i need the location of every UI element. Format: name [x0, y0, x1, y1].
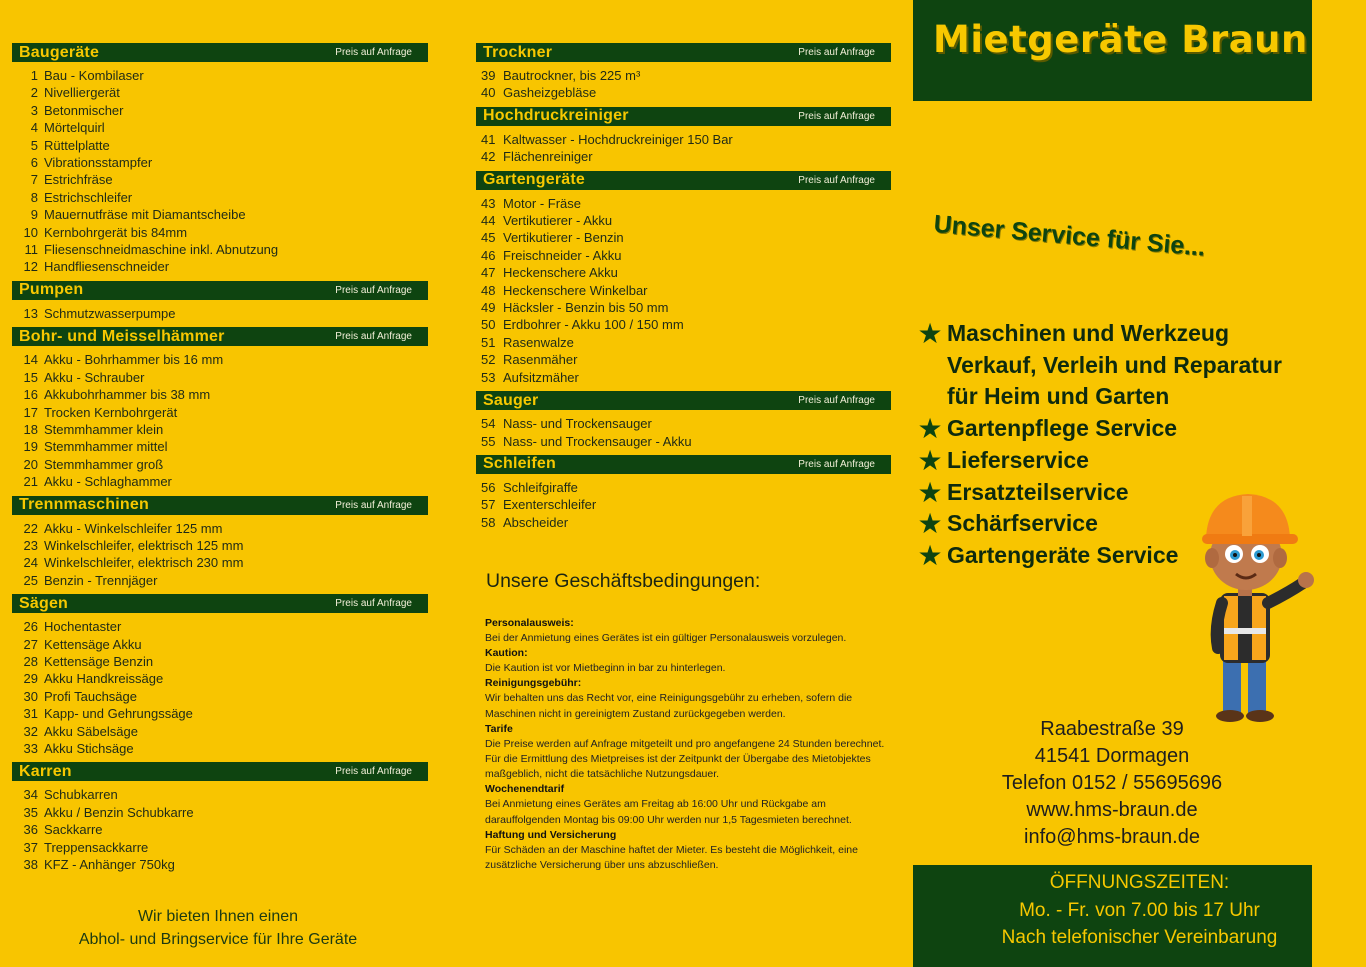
equipment-item	[476, 316, 891, 333]
equipment-item	[12, 404, 428, 421]
price-on-request-label: Preis auf Anfrage	[335, 47, 412, 58]
item-label: Profi Tauchsäge	[44, 688, 137, 704]
item-label: Akku / Benzin Schubkarre	[44, 804, 194, 820]
item-label: Winkelschleifer, elektrisch 230 mm	[44, 555, 244, 571]
item-number: 24	[23, 555, 38, 571]
item-number: 36	[23, 822, 38, 838]
equipment-list	[476, 192, 891, 391]
equipment-item	[12, 258, 428, 275]
term-title: Haftung und Versicherung	[485, 828, 617, 841]
equipment-item	[12, 554, 428, 571]
category-header	[476, 455, 891, 476]
item-number: 38	[23, 857, 38, 873]
category-header	[12, 327, 428, 348]
service-label: Maschinen und Werkzeug	[947, 320, 1230, 346]
item-label: Nass- und Trockensauger	[503, 416, 652, 432]
price-on-request-label: Preis auf Anfrage	[335, 598, 412, 610]
worker-illustration	[1178, 478, 1318, 723]
item-number: 22	[23, 520, 38, 536]
price-on-request-label: Preis auf Anfrage	[335, 499, 412, 511]
pickup-service-note	[40, 906, 396, 951]
item-number: 44	[481, 213, 496, 229]
item-number: 7	[30, 172, 38, 188]
term-text: Wir behalten uns das Recht vor, eine Reinigungsgebühr zu erheben, sofern die Maschinen nicht in gereinigtem Zustand zurückgegeben werden.	[485, 692, 853, 720]
item-label: Handfliesenschneider	[44, 259, 170, 275]
item-label: Stemmhammer klein	[44, 421, 164, 437]
category-header	[12, 43, 428, 64]
price-on-request-label: Preis auf Anfrage	[335, 331, 412, 343]
category-title: Trockner	[483, 43, 553, 61]
item-number: 53	[481, 369, 496, 385]
equipment-item	[12, 189, 428, 206]
equipment-item	[476, 229, 891, 246]
item-number: 18	[23, 421, 38, 437]
item-label: Exenterschleifer	[503, 497, 597, 513]
item-number: 50	[481, 317, 496, 333]
item-number: 33	[23, 741, 38, 756]
equipment-item	[476, 84, 891, 101]
item-label: Vertikutierer - Benzin	[503, 230, 624, 246]
price-on-request-label: Preis auf Anfrage	[798, 47, 875, 58]
item-label: Winkelschleifer, elektrisch 125 mm	[44, 537, 244, 553]
equipment-item	[12, 636, 428, 653]
equipment-list	[476, 476, 891, 536]
item-number: 3	[30, 102, 38, 118]
equipment-item	[12, 206, 428, 223]
item-label: Akku - Bohrhammer bis 16 mm	[44, 352, 224, 368]
item-number: 19	[23, 439, 38, 455]
term-text: Bei Anmietung eines Gerätes am Freitag ab 16:00 Uhr und Rückgabe am darauffolgenden Montag bis 09:00 Uhr werden nur 1,5 Tagesmieten berechnet.	[485, 798, 852, 826]
item-label: Benzin - Trennjäger	[44, 572, 158, 588]
item-number: 25	[23, 572, 38, 588]
category-header	[12, 496, 428, 517]
item-number: 6	[30, 155, 38, 171]
item-label: Fliesenschneidmaschine inkl. Abnutzung	[44, 242, 279, 258]
category-title: Sägen	[19, 594, 69, 612]
item-label: Mauernutfräse mit Diamantscheibe	[44, 207, 246, 223]
equipment-item	[476, 212, 891, 229]
item-number: 48	[481, 282, 496, 298]
item-number: 2	[30, 85, 38, 101]
equipment-item	[476, 247, 891, 264]
equipment-item	[12, 670, 428, 687]
item-label: Bau - Kombilaser	[44, 68, 144, 83]
category-title: Schleifen	[483, 455, 556, 473]
service-label: Ersatzteilservice	[947, 478, 1129, 505]
item-number: 49	[481, 300, 496, 316]
equipment-item	[476, 131, 891, 148]
item-label: Häcksler - Benzin bis 50 mm	[503, 300, 669, 316]
hours-weekdays: Mo. - Fr. von 7.00 bis 17 Uhr	[1019, 899, 1260, 921]
service-item	[913, 350, 1313, 382]
term-title: Wochenendtarif	[485, 783, 565, 796]
price-on-request-label: Preis auf Anfrage	[798, 110, 875, 122]
item-number: 23	[23, 537, 38, 553]
equipment-list	[12, 615, 428, 762]
item-number: 51	[481, 334, 496, 350]
equipment-list	[12, 517, 428, 595]
price-on-request-label: Preis auf Anfrage	[335, 766, 412, 778]
item-label: Kernbohrgerät bis 84mm	[44, 224, 188, 240]
equipment-item	[476, 67, 891, 84]
item-number: 14	[23, 352, 38, 368]
item-label: Treppensackkarre	[44, 839, 149, 855]
equipment-item	[476, 282, 891, 299]
service-item	[913, 381, 1313, 413]
item-number: 31	[23, 706, 38, 722]
item-number: 45	[481, 230, 496, 246]
item-number: 16	[23, 387, 38, 403]
service-label: Gartenpflege Service	[947, 415, 1178, 442]
item-number: 17	[23, 404, 38, 420]
term-title: Personalausweis:	[485, 617, 574, 629]
term-text: Die Kaution ist vor Mietbeginn in bar zu hinterlegen.	[485, 662, 726, 675]
item-label: Akku - Schrauber	[44, 369, 145, 385]
equipment-item	[476, 351, 891, 368]
item-number: 56	[481, 479, 496, 495]
item-number: 41	[481, 131, 496, 147]
email-link[interactable]: info@hms-braun.de	[1024, 826, 1200, 848]
term-text: Bei der Anmietung eines Gerätes ist ein gültiger Personalausweis vorzulegen.	[485, 632, 847, 644]
item-number: 46	[481, 247, 496, 263]
equipment-item	[12, 154, 428, 171]
item-number: 13	[23, 305, 38, 321]
item-number: 15	[23, 369, 38, 385]
item-number: 57	[481, 497, 496, 513]
item-label: Kettensäge Benzin	[44, 653, 154, 669]
category-header	[12, 594, 428, 615]
price-on-request-label: Preis auf Anfrage	[798, 174, 875, 186]
equipment-item	[12, 705, 428, 722]
category-title: Pumpen	[19, 281, 84, 299]
item-label: Akkubohrhammer bis 38 mm	[44, 387, 211, 403]
item-number: 9	[30, 207, 38, 223]
equipment-item	[12, 804, 428, 821]
item-label: Akku - Winkelschleifer 125 mm	[44, 520, 223, 536]
equipment-item	[12, 473, 428, 490]
item-number: 37	[23, 839, 38, 855]
equipment-item	[476, 334, 891, 351]
item-label: Bautrockner, bis 225 m³	[503, 68, 641, 83]
equipment-list	[12, 64, 428, 281]
category-title: Hochdruckreiniger	[483, 107, 629, 125]
category-title: Gartengeräte	[483, 171, 585, 189]
equipment-item	[476, 415, 891, 432]
item-label: Betonmischer	[44, 102, 124, 118]
item-label: Aufsitzmäher	[503, 369, 579, 385]
equipment-item	[12, 241, 428, 258]
equipment-item	[476, 369, 891, 386]
item-number: 12	[23, 259, 38, 275]
item-label: Stemmhammer groß	[44, 456, 164, 472]
equipment-item	[12, 67, 428, 84]
item-label: Rüttelplatte	[44, 137, 110, 153]
item-number: 8	[30, 189, 38, 205]
star-icon: ★	[917, 413, 943, 445]
service-label: Schärfservice	[947, 510, 1098, 537]
item-label: Flächenreiniger	[503, 149, 593, 165]
term-text: Für Schäden an der Maschine haftet der Mieter. Es besteht die Möglichkeit, eine zusätzliche Versicherung über uns abzuschließen.	[485, 843, 858, 872]
pickup-line: Wir bieten Ihnen einen	[137, 908, 299, 925]
equipment-item	[12, 786, 428, 803]
item-number: 40	[481, 85, 496, 101]
item-number: 35	[23, 804, 38, 820]
item-label: Mörtelquirl	[44, 120, 105, 136]
equipment-item	[12, 520, 428, 537]
category-header	[12, 762, 428, 783]
item-number: 5	[30, 137, 38, 153]
item-label: Akku Stichsäge	[44, 741, 134, 756]
item-number: 26	[23, 619, 38, 635]
item-label: Vibrationsstampfer	[44, 155, 153, 171]
star-icon: ★	[917, 539, 943, 571]
item-label: Stemmhammer mittel	[44, 439, 168, 455]
price-on-request-label: Preis auf Anfrage	[798, 395, 875, 407]
equipment-item	[12, 821, 428, 838]
right-edge	[1312, 0, 1366, 967]
item-label: Kapp- und Gehrungssäge	[44, 706, 193, 722]
hours-note: Nach telefonischer Vereinbarung	[1001, 927, 1278, 948]
item-number: 58	[481, 514, 496, 530]
equipment-item	[476, 195, 891, 212]
pickup-line: Abhol- und Bringservice für Ihre Geräte	[78, 930, 358, 948]
contact-block	[913, 716, 1311, 851]
equipment-item	[12, 369, 428, 386]
hours-heading: ÖFFNUNGSZEITEN:	[1049, 872, 1230, 893]
equipment-item	[476, 148, 891, 165]
equipment-item	[12, 537, 428, 554]
equipment-item	[12, 351, 428, 368]
item-label: Erdbohrer - Akku 100 / 150 mm	[503, 317, 684, 333]
item-number: 32	[23, 723, 38, 739]
equipment-item	[476, 299, 891, 316]
equipment-list	[476, 412, 891, 455]
equipment-item	[12, 305, 428, 322]
service-item	[913, 413, 1313, 445]
item-label: Kettensäge Akku	[44, 636, 142, 652]
phone-number[interactable]: Telefon 0152 / 55695696	[1001, 772, 1223, 794]
item-number: 1	[30, 68, 38, 83]
star-icon: ★	[917, 318, 943, 349]
street-address: Raabestraße 39	[1040, 718, 1184, 740]
item-label: Freischneider - Akku	[503, 247, 622, 263]
item-number: 27	[23, 636, 38, 652]
service-item	[913, 318, 1313, 350]
item-number: 29	[23, 671, 38, 687]
equipment-item	[476, 496, 891, 513]
equipment-item	[476, 514, 891, 531]
equipment-list	[476, 64, 891, 107]
item-label: Trocken Kernbohrgerät	[44, 404, 178, 420]
item-number: 28	[23, 653, 38, 669]
equipment-item	[12, 102, 428, 119]
item-label: Heckenschere Winkelbar	[503, 282, 648, 298]
equipment-item	[12, 572, 428, 589]
terms-section	[485, 570, 885, 873]
equipment-item	[12, 688, 428, 705]
item-label: Schmutzwasserpumpe	[44, 305, 176, 321]
equipment-item	[12, 839, 428, 856]
item-label: Schubkarren	[44, 787, 118, 803]
equipment-list	[12, 348, 428, 495]
item-label: Nass- und Trockensauger - Akku	[503, 433, 692, 449]
item-label: Estrichschleifer	[44, 189, 133, 205]
equipment-item	[476, 479, 891, 496]
equipment-list	[12, 302, 428, 327]
equipment-item	[12, 740, 428, 757]
category-header	[476, 391, 891, 412]
term-title: Reinigungsgebühr:	[485, 677, 582, 690]
item-number: 34	[23, 787, 38, 803]
equipment-item	[12, 438, 428, 455]
equipment-item	[12, 137, 428, 154]
star-icon: ★	[917, 444, 943, 476]
brand-title: Mietgeräte Braun	[933, 18, 1308, 61]
item-number: 4	[30, 120, 38, 136]
item-label: Rasenmäher	[503, 352, 578, 368]
item-label: KFZ - Anhänger 750kg	[44, 857, 175, 873]
item-number: 39	[481, 68, 496, 83]
category-header	[476, 43, 891, 64]
item-label: Akku - Schlaghammer	[44, 474, 172, 490]
item-label: Gasheizgebläse	[503, 85, 597, 101]
item-number: 11	[24, 242, 38, 258]
website-link[interactable]: www.hms-braun.de	[1026, 799, 1198, 821]
equipment-list	[12, 783, 428, 878]
equipment-column-2	[476, 43, 891, 536]
category-title: Baugeräte	[19, 43, 100, 61]
service-label: Verkauf, Verleih und Reparatur	[947, 351, 1282, 378]
city-address: 41541 Dormagen	[1034, 745, 1190, 767]
item-label: Schleifgiraffe	[503, 479, 578, 495]
equipment-item	[476, 433, 891, 450]
equipment-list	[476, 128, 891, 171]
equipment-item	[476, 264, 891, 281]
category-header	[476, 107, 891, 128]
item-label: Hochentaster	[44, 619, 122, 635]
category-title: Sauger	[483, 391, 539, 409]
service-label: Gartengeräte Service	[947, 541, 1179, 568]
equipment-item	[12, 618, 428, 635]
price-on-request-label: Preis auf Anfrage	[335, 284, 412, 296]
equipment-item	[12, 456, 428, 473]
item-label: Akku Säbelsäge	[44, 723, 138, 739]
item-number: 52	[481, 352, 496, 368]
item-number: 21	[23, 474, 38, 490]
service-heading: Unser Service für Sie...	[932, 210, 1207, 262]
item-number: 30	[23, 688, 38, 704]
item-label: Akku Handkreissäge	[44, 671, 164, 687]
equipment-item	[12, 171, 428, 188]
service-label: für Heim und Garten	[947, 383, 1170, 410]
service-item	[913, 445, 1313, 477]
equipment-item	[12, 119, 428, 136]
equipment-item	[12, 856, 428, 873]
category-header	[476, 171, 891, 192]
item-number: 20	[23, 456, 38, 472]
item-label: Heckenschere Akku	[503, 265, 618, 281]
item-number: 54	[481, 416, 496, 432]
term-title: Kaution:	[485, 647, 528, 660]
item-label: Abscheider	[503, 514, 569, 530]
item-label: Rasenwalze	[503, 334, 574, 350]
equipment-item	[12, 653, 428, 670]
item-number: 43	[481, 195, 496, 211]
term-title: Tarife	[485, 722, 513, 735]
star-icon: ★	[917, 476, 943, 508]
category-title: Trennmaschinen	[19, 496, 149, 514]
category-title: Bohr- und Meisselhämmer	[19, 327, 225, 345]
equipment-item	[12, 84, 428, 101]
item-label: Vertikutierer - Akku	[503, 213, 613, 229]
term-text: Die Preise werden auf Anfrage mitgeteilt und pro angefangene 24 Stunden berechnet. Für die Ermittlung des Mietpreises ist der Zeitpunkt der Übergabe des Mietobjektes maßgeblich, nicht die tatsächliche Nutzungsdauer.	[485, 737, 885, 781]
item-label: Kaltwasser - Hochdruckreiniger 150 Bar	[503, 131, 733, 147]
item-label: Nivelliergerät	[44, 85, 120, 101]
category-header	[12, 281, 428, 302]
terms-body	[485, 616, 885, 873]
item-number: 55	[481, 433, 496, 449]
terms-heading: Unsere Geschäftsbedingungen:	[486, 570, 761, 592]
category-title: Karren	[19, 762, 72, 780]
item-label: Estrichfräse	[44, 172, 113, 188]
star-icon: ★	[917, 508, 943, 540]
item-number: 10	[23, 224, 38, 240]
opening-hours	[913, 869, 1366, 952]
equipment-column-1	[12, 43, 428, 878]
equipment-item	[12, 386, 428, 403]
item-label: Motor - Fräse	[503, 195, 582, 211]
equipment-item	[12, 224, 428, 241]
equipment-item	[12, 723, 428, 740]
service-label: Lieferservice	[947, 446, 1089, 473]
item-number: 42	[481, 149, 496, 165]
item-number: 47	[481, 265, 496, 281]
price-on-request-label: Preis auf Anfrage	[798, 458, 875, 470]
item-label: Sackkarre	[44, 822, 103, 838]
equipment-item	[12, 421, 428, 438]
